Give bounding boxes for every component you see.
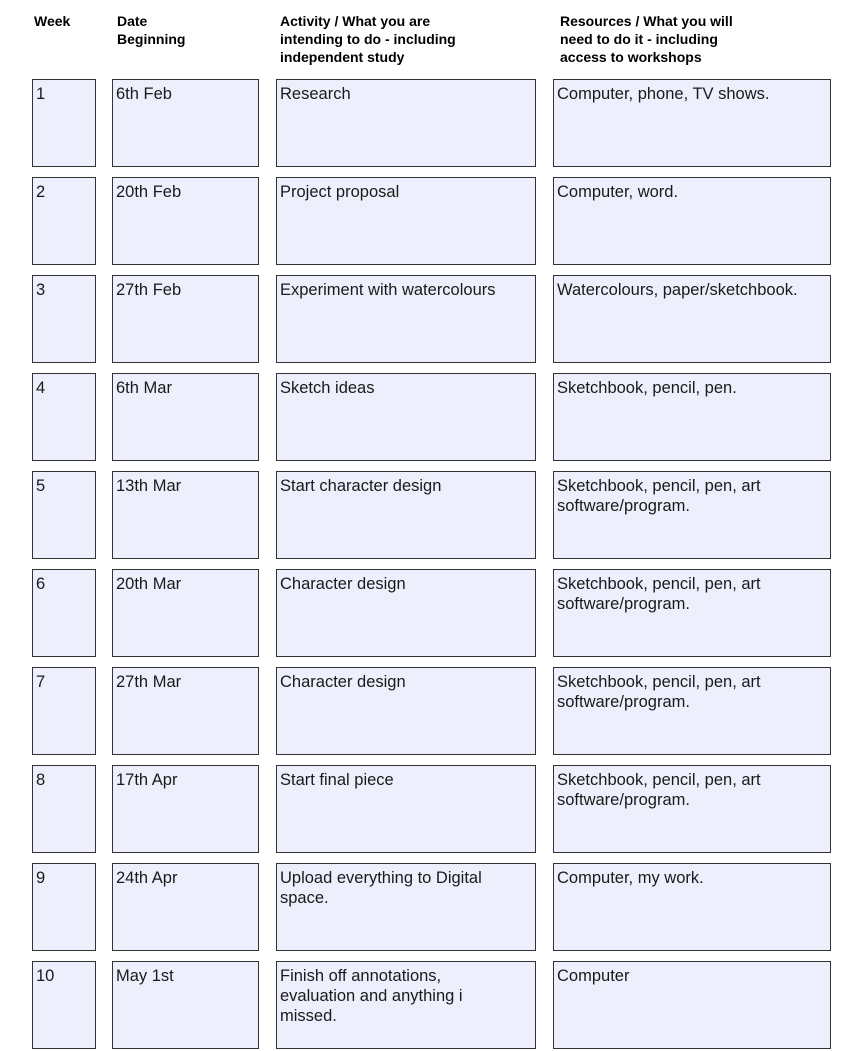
header-activity: Activity / What you are intending to do - including independent study (280, 13, 456, 65)
resources-field[interactable]: Computer, word. (553, 177, 831, 265)
activity-field[interactable]: Character design (276, 569, 536, 657)
date-field[interactable]: 27th Mar (112, 667, 259, 755)
date-field[interactable]: May 1st (112, 961, 259, 1049)
week-field[interactable]: 1 (32, 79, 96, 167)
date-field[interactable]: 17th Apr (112, 765, 259, 853)
table-row (0, 373, 866, 463)
date-field[interactable]: 24th Apr (112, 863, 259, 951)
activity-field[interactable]: Start character design (276, 471, 536, 559)
table-row (0, 275, 866, 365)
header-resources: Resources / What you will need to do it - including access to workshops (560, 13, 733, 65)
week-field[interactable]: 9 (32, 863, 96, 951)
activity-field[interactable]: Upload everything to Digital space. (276, 863, 536, 951)
date-field[interactable]: 6th Feb (112, 79, 259, 167)
resources-field[interactable]: Computer, phone, TV shows. (553, 79, 831, 167)
table-row (0, 471, 866, 561)
activity-field[interactable]: Project proposal (276, 177, 536, 265)
resources-field[interactable]: Sketchbook, pencil, pen. (553, 373, 831, 461)
date-field[interactable]: 20th Mar (112, 569, 259, 657)
resources-field[interactable]: Watercolours, paper/sketchbook. (553, 275, 831, 363)
table-row (0, 177, 866, 267)
table-row (0, 569, 866, 659)
week-field[interactable]: 7 (32, 667, 96, 755)
header-week: Week (34, 13, 71, 29)
activity-field[interactable]: Research (276, 79, 536, 167)
resources-field[interactable]: Sketchbook, pencil, pen, art software/program. (553, 569, 831, 657)
activity-field[interactable]: Experiment with watercolours (276, 275, 536, 363)
table-row (0, 961, 866, 1051)
resources-field[interactable]: Computer, my work. (553, 863, 831, 951)
activity-field[interactable]: Finish off annotations, evaluation and anything i missed. (276, 961, 536, 1049)
table-row (0, 863, 866, 953)
date-field[interactable]: 6th Mar (112, 373, 259, 461)
activity-field[interactable]: Character design (276, 667, 536, 755)
week-field[interactable]: 2 (32, 177, 96, 265)
activity-field[interactable]: Start final piece (276, 765, 536, 853)
date-field[interactable]: 13th Mar (112, 471, 259, 559)
table-row (0, 79, 866, 169)
resources-field[interactable]: Sketchbook, pencil, pen, art software/program. (553, 667, 831, 755)
table-row (0, 765, 866, 855)
resources-field[interactable]: Sketchbook, pencil, pen, art software/program. (553, 471, 831, 559)
week-field[interactable]: 8 (32, 765, 96, 853)
week-field[interactable]: 6 (32, 569, 96, 657)
week-field[interactable]: 10 (32, 961, 96, 1049)
week-field[interactable]: 5 (32, 471, 96, 559)
week-field[interactable]: 4 (32, 373, 96, 461)
table-row (0, 667, 866, 757)
activity-field[interactable]: Sketch ideas (276, 373, 536, 461)
resources-field[interactable]: Sketchbook, pencil, pen, art software/program. (553, 765, 831, 853)
date-field[interactable]: 20th Feb (112, 177, 259, 265)
resources-field[interactable]: Computer (553, 961, 831, 1049)
date-field[interactable]: 27th Feb (112, 275, 259, 363)
week-field[interactable]: 3 (32, 275, 96, 363)
header-date-beginning: Date Beginning (117, 13, 186, 47)
